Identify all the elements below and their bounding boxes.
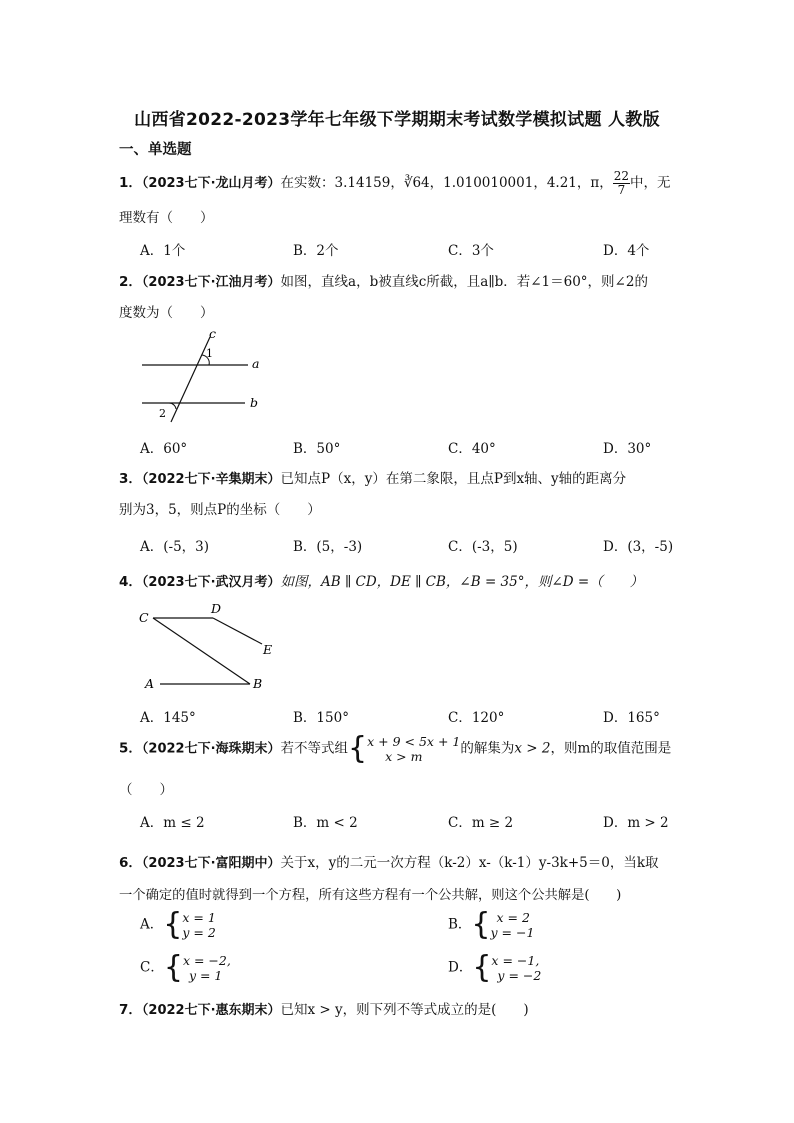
q6-option-d: D．{ x = −1, y = −2 <box>448 950 542 985</box>
q1-option-d: D．4个 <box>603 243 650 259</box>
q3-option-a: A．(-5，3) <box>140 539 210 555</box>
question-3-line-1: 3．（2022七下·辛集期末）已知点P（x，y）在第二象限，且点P到x轴、y轴的距离分 <box>119 471 627 487</box>
document-title: 山西省2022-2023学年七年级下学期期末考试数学模拟试题 人教版 <box>134 110 660 130</box>
section-heading: 一、单选题 <box>119 142 192 158</box>
label-1: 1 <box>206 347 213 360</box>
q6-option-b: B．{ x = 2 y = −1 <box>448 907 535 942</box>
label-C: C <box>139 610 149 625</box>
label-b: b <box>250 395 259 410</box>
question-5-line-1: 5．（2022七下·海珠期末）若不等式组{ x + 9 < 5x + 1 x > m 的解集为x > 2，则m的取值范围是 <box>119 731 672 766</box>
q1-option-b: B．2个 <box>293 243 339 259</box>
segment-cb <box>153 618 250 684</box>
q4-option-c: C．120° <box>448 710 505 726</box>
inequality-system: x + 9 < 5x + 1 x > m <box>367 734 461 764</box>
label-D: D <box>211 601 222 616</box>
q1-option-c: C．3个 <box>448 243 494 259</box>
cube-root-symbol: ∛64 <box>403 175 430 191</box>
q3-option-b: B．(5，-3) <box>293 539 363 555</box>
question-6-line-2: 一个确定的值时就得到一个方程，所有这些方程有一个公共解，则这个公共解是( ) <box>119 888 622 903</box>
question-3-line-2: 别为3，5，则点P的坐标（ ） <box>119 502 321 518</box>
q3-option-c: C．(-3，5) <box>448 539 518 555</box>
q4-option-a: A．145° <box>140 710 196 726</box>
left-brace: { <box>348 731 368 766</box>
q5-option-b: B．m < 2 <box>293 815 358 831</box>
q3-option-d: D．(3，-5) <box>603 539 674 555</box>
line-c <box>171 337 210 422</box>
label-A: A <box>145 676 155 691</box>
q2-option-d: D．30° <box>603 441 652 457</box>
question-6-line-1: 6．（2023七下·富阳期中）关于x，y的二元一次方程（k-2）x-（k-1）y-3k+5＝0，当k取 <box>119 855 659 871</box>
segment-de <box>213 618 262 644</box>
label-E: E <box>263 642 273 657</box>
q5-option-c: C．m ≥ 2 <box>448 815 514 831</box>
q5-option-a: A．m ≤ 2 <box>140 815 205 831</box>
label-B: B <box>253 676 263 691</box>
q4-figure-parallelogram <box>130 598 290 698</box>
q6-option-c: C．{ x = −2, y = 1 <box>140 950 231 985</box>
q5-option-d: D．m > 2 <box>603 815 669 831</box>
q2-option-c: C．40° <box>448 441 496 457</box>
question-1-line-2: 理数有（ ） <box>119 210 214 226</box>
q2-option-b: B．50° <box>293 441 341 457</box>
label-a: a <box>252 356 260 371</box>
q1-option-a: A．1个 <box>140 243 186 259</box>
q2-figure-parallel-lines <box>130 325 280 430</box>
question-1-line-1: 1．（2023七下·龙山月考）在实数：3.14159，∛64，1.010010001，4.21，π， $\frac{22}{7}$ 中，无 <box>119 169 671 197</box>
label-2: 2 <box>159 407 166 420</box>
question-2-line-2: 度数为（ ） <box>119 305 214 321</box>
q4-option-d: D．165° <box>603 710 660 726</box>
question-7-line-1: 7．（2022七下·惠东期末）已知x > y，则下列不等式成立的是( ) <box>119 1002 529 1018</box>
question-5-line-2: （ ） <box>119 782 173 798</box>
fraction-22-7: $\frac{22}{7}$ <box>613 169 630 197</box>
q6-option-a: A．{ x = 1 y = 2 <box>140 907 216 942</box>
label-c: c <box>209 326 217 341</box>
question-4-line-1: 4．（2023七下·武汉月考）如图，AB ∥ CD，DE ∥ CB，∠B = 35°，则∠D =（ ） <box>119 574 644 590</box>
question-2-line-1: 2．（2023七下·江油月考）如图，直线a，b被直线c所截，且a∥b．若∠1＝60°，则∠2的 <box>119 274 648 290</box>
q2-option-a: A．60° <box>140 441 188 457</box>
angle-2-arc <box>169 403 176 409</box>
q4-option-b: B．150° <box>293 710 349 726</box>
